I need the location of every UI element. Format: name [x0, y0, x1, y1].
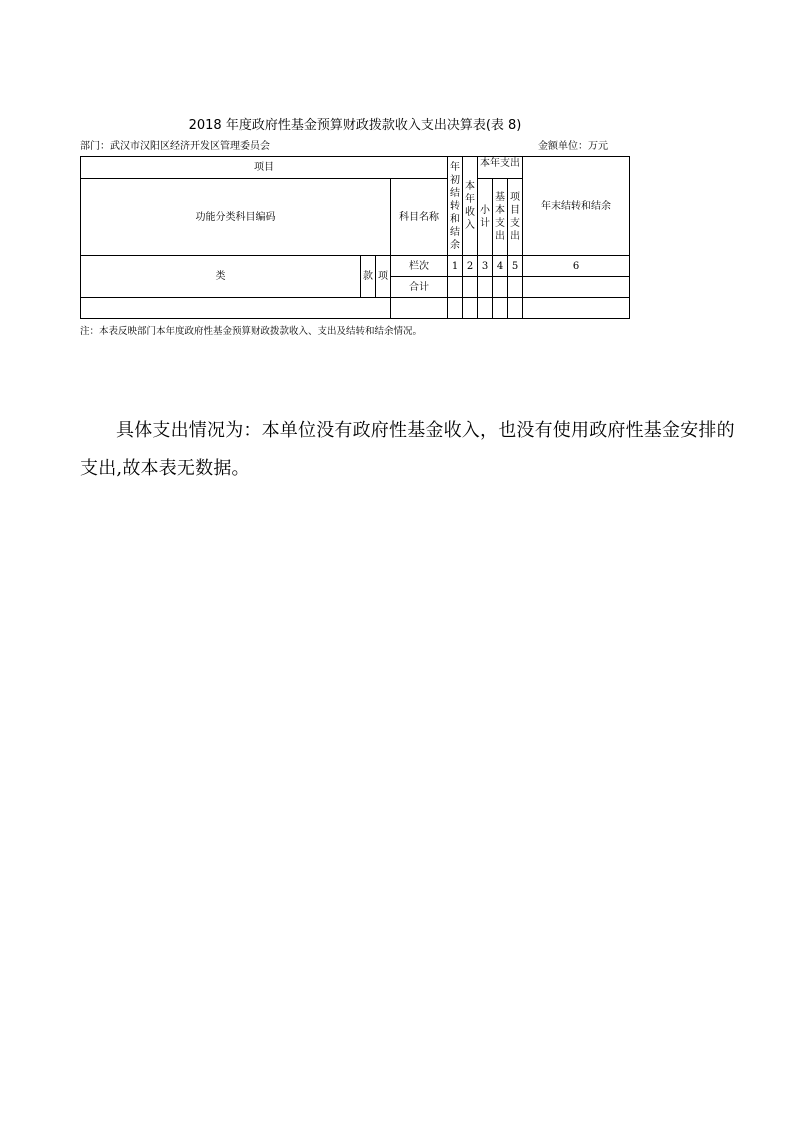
column-number-5: 5 [508, 256, 523, 277]
column-number-2: 2 [463, 256, 478, 277]
row-label-category: 类 [81, 256, 361, 298]
total-cell [448, 277, 463, 298]
header-function-code: 功能分类科目编码 [81, 179, 391, 256]
empty-cell [508, 298, 523, 319]
row-label-section: 款 [361, 256, 376, 298]
header-subtotal [478, 179, 493, 256]
header-current-income [463, 157, 478, 256]
empty-cell [81, 298, 391, 319]
total-cell [463, 277, 478, 298]
table-title: 2018 年度政府性基金预算财政拨款收入支出决算表(表 8) [188, 118, 522, 133]
empty-cell [493, 298, 508, 319]
empty-cell [523, 298, 630, 319]
header-opening-balance [448, 157, 463, 256]
header-subject-name: 科目名称 [391, 179, 448, 256]
total-cell [493, 277, 508, 298]
header-current-income-text: 本年收入 [465, 181, 475, 231]
header-basic-expense [493, 179, 508, 256]
total-cell [523, 277, 630, 298]
row-label-column-no: 栏次 [391, 256, 448, 277]
header-current-expense: 本年支出 [478, 157, 523, 179]
row-label-total: 合计 [391, 277, 448, 298]
empty-cell [463, 298, 478, 319]
total-cell [508, 277, 523, 298]
row-label-item: 项 [376, 256, 391, 298]
column-number-4: 4 [493, 256, 508, 277]
empty-cell [448, 298, 463, 319]
column-number-6: 6 [523, 256, 630, 277]
body-paragraph: 具体支出情况为：本单位没有政府性基金收入，也没有使用政府性基金安排的支出,故本表无数据。 [80, 420, 735, 479]
budget-table [80, 156, 630, 319]
empty-cell [478, 298, 493, 319]
total-cell [478, 277, 493, 298]
column-number-1: 1 [448, 256, 463, 277]
department-label: 部门：武汉市汉阳区经济开发区管理委员会 [80, 141, 270, 152]
header-opening-balance-text: 年初结转和结余 [450, 161, 460, 251]
table-note: 注：本表反映部门本年度政府性基金预算财政拨款收入、支出及结转和结余情况。 [80, 326, 423, 337]
header-basic-expense-text: 基本支出 [495, 192, 505, 242]
header-project-expense [508, 179, 523, 256]
empty-cell [391, 298, 448, 319]
header-closing-balance: 年末结转和结余 [523, 157, 630, 256]
column-number-3: 3 [478, 256, 493, 277]
header-project-expense-text: 项目支出 [510, 192, 521, 242]
header-subtotal-text: 小计 [480, 205, 490, 229]
amount-unit-label: 金额单位：万元 [538, 141, 608, 152]
header-item: 项目 [81, 157, 448, 179]
